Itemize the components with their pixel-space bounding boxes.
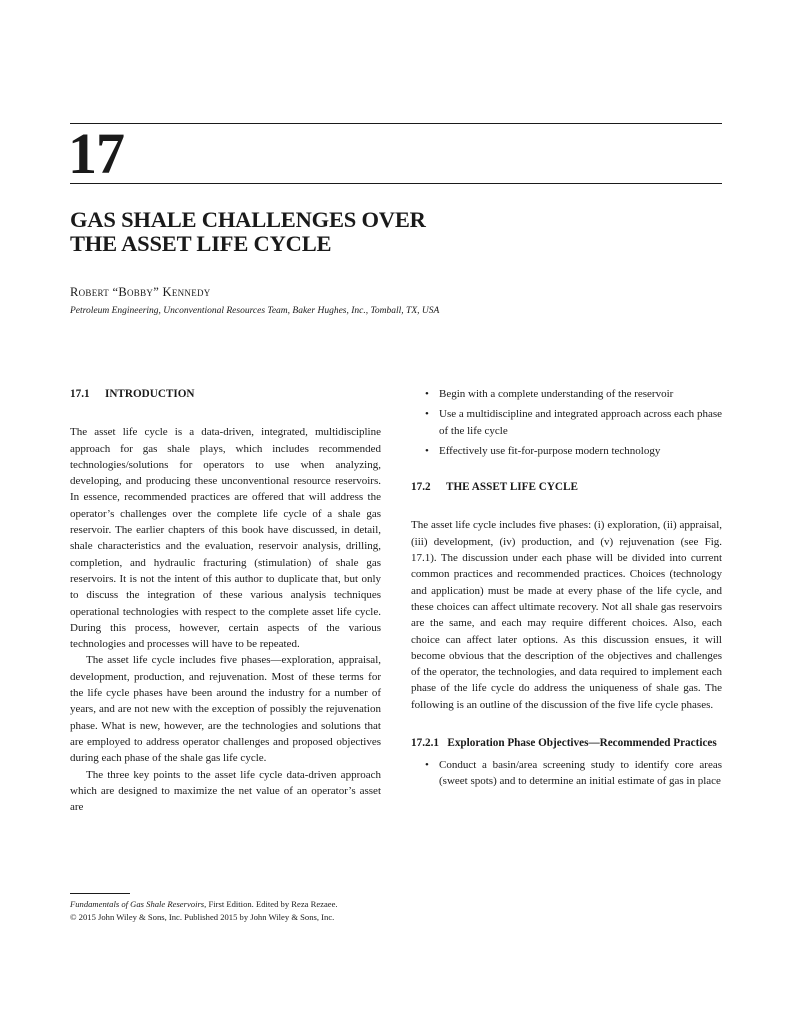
section-title: INTRODUCTION — [105, 388, 195, 400]
key-points-list — [411, 386, 722, 459]
section-number: 17.2 — [411, 481, 431, 494]
author-name: Robert “Bobby” Kennedy — [70, 285, 211, 299]
subsection-title: Exploration Phase Objectives—Recommended Practices — [447, 737, 717, 750]
section-number: 17.1 — [70, 388, 90, 400]
list-item: • Effectively use fit-for-purpose modern technology — [411, 443, 722, 459]
list-item: • Use a multidiscipline and integrated approach across each phase of the life cycle — [411, 406, 722, 439]
footnote — [70, 898, 338, 924]
footnote-line-2: © 2015 John Wiley & Sons, Inc. Published 2015 by John Wiley & Sons, Inc. — [70, 912, 335, 922]
section-heading-asset-life-cycle — [411, 479, 722, 495]
chapter-title — [70, 208, 426, 256]
exploration-objectives-list — [411, 757, 722, 790]
subsection-heading-exploration — [411, 735, 722, 751]
chapter-bottom-rule — [70, 183, 722, 184]
subsection-number: 17.2.1 — [411, 737, 439, 750]
chapter-title-line2: THE ASSET LIFE CYCLE — [70, 231, 332, 256]
list-item: • Begin with a complete understanding of the reservoir — [411, 386, 722, 402]
footnote-rule — [70, 893, 130, 894]
left-column — [70, 386, 381, 815]
chapter-top-rule — [70, 123, 722, 124]
intro-paragraph-3: The three key points to the asset life cycle data-driven approach which are designed to maximize the net value of an operator’s asset are — [70, 768, 381, 814]
chapter-number: 17 — [68, 121, 124, 186]
chapter-title-line1: GAS SHALE CHALLENGES OVER — [70, 207, 426, 232]
asset-life-cycle-paragraph: The asset life cycle includes five phases: (i) exploration, (ii) appraisal, (iii) development, (iv) production, and (v) rejuvenation (see Fig. 17.1). The discussion under each phase will be divided into current common practices and recommended practices. Choices (technology and application) must be made at every phase of the life cycle, and these choices can affect ultimate recovery. Not all shale gas reservoirs are the same, and each may require different choices. Also, each choice can affect later options. As this discussion ensues, it will become obvious that the description of the objectives and challenges of the operator, the technologies, and data required to implement each phase of the life cycle do address the uniqueness of shale gas. The following is an outline of the discussion of the five life cycle phases. — [411, 519, 722, 711]
author-affiliation: Petroleum Engineering, Unconventional Resources Team, Baker Hughes, Inc., Tomball, TX, USA — [70, 306, 440, 316]
right-column — [411, 386, 722, 794]
edition-info: , First Edition. Edited by Reza Rezaee. — [204, 899, 338, 909]
footnote-line-1 — [70, 898, 338, 911]
section-heading-introduction — [70, 386, 381, 402]
intro-paragraph-1: The asset life cycle is a data-driven, integrated, multidiscipline approach for gas shale plays, which includes recommended technologies/solutions for operators to use when analyzing, developing, and producing these unconventional resource reservoirs. In essence, recommended practices are offered that will address the operator’s challenges over the complete life cycle of a shale gas reservoir. The earlier chapters of this book have discussed, in detail, shale characteristics and the evaluation, reservoir analysis, drilling, completion, and hydraulic fracturing (stimulation) of shale gas reservoirs. It is not the intent of this author to duplicate that, but only to discuss the integration of these various analysis techniques operational technologies with respect to the complete asset life cycle. During this process, however, certain aspects of the various technologies and processes will have to be repeated. — [70, 426, 381, 651]
book-title: Fundamentals of Gas Shale Reservoirs — [70, 899, 205, 909]
list-item: • Conduct a basin/area screening study to identify core areas (sweet spots) and to determine an initial estimate of gas in place — [411, 757, 722, 790]
section-title: THE ASSET LIFE CYCLE — [446, 481, 578, 494]
intro-paragraph-2: The asset life cycle includes five phases—exploration, appraisal, development, production, and rejuvenation. Most of these terms for the life cycle phases have been around the industry for a number of years, and are not new with the exception of possibly the rejuvenation phase. What is new, however, are the technologies and solutions that are employed to address operator challenges and proposed objectives during each phase of the shale gas life cycle. — [70, 654, 381, 765]
